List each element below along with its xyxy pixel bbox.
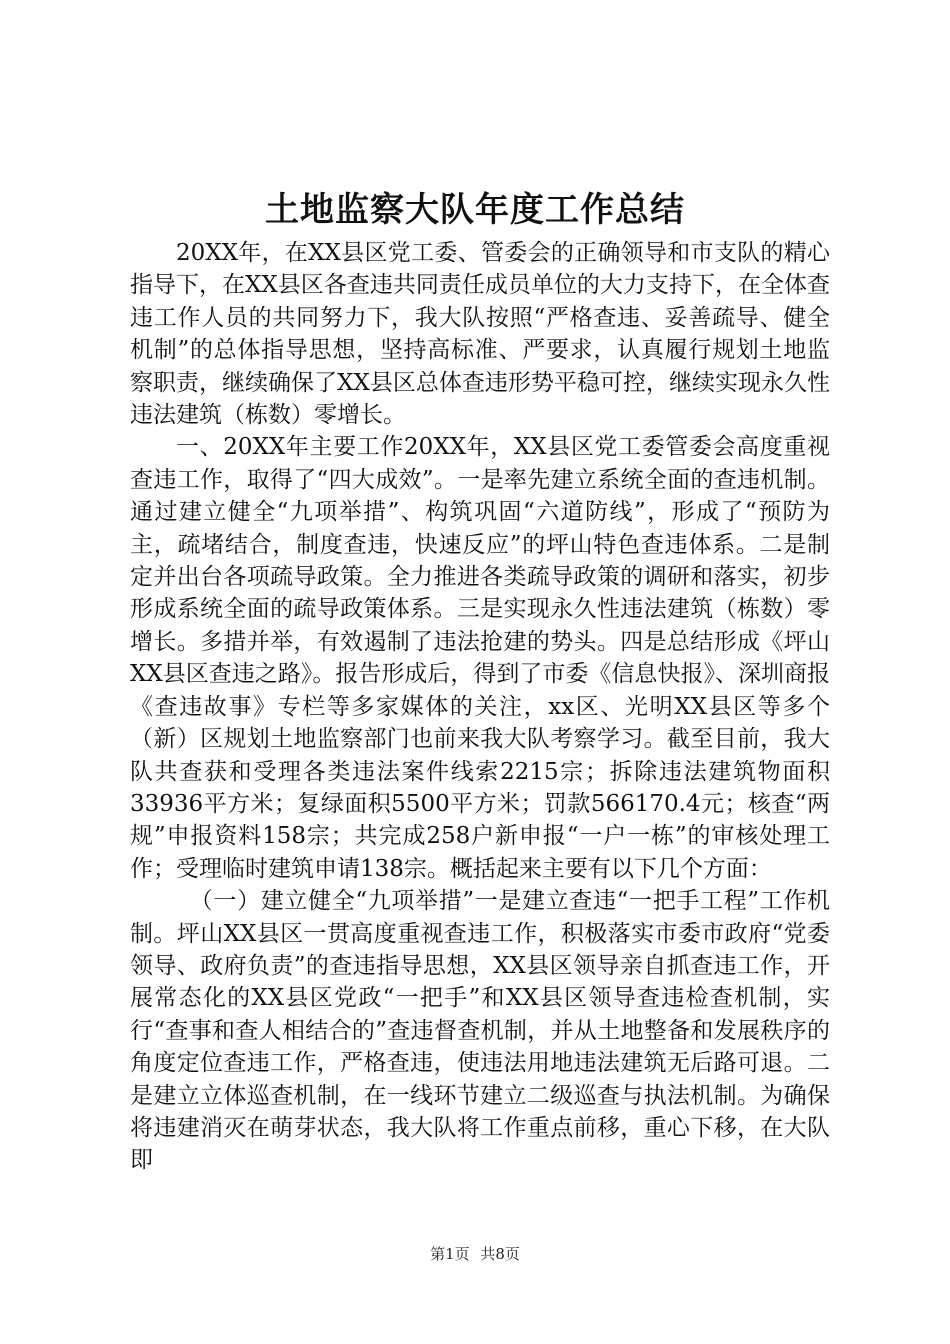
page-footer xyxy=(0,1244,950,1264)
document-title: 土地监察大队年度工作总结 xyxy=(265,190,685,230)
page-number: 第1页 xyxy=(430,1245,470,1263)
page-total: 共8页 xyxy=(480,1245,520,1263)
paragraph-section-one: 一、20XX年主要工作20XX年，XX县区党工委管委会高度重视查违工作，取得了“四大成效”。一是率先建立系统全面的查违机制。通过建立健全“九项举措”、构筑巩固“六道防线”，形成了“预防为主，疏堵结合，制度查违，快速反应”的坪山特色查违体系。二是制定并出台各项疏导政策。全力推进各类疏导政策的调研和落实，初步形成系统全面的疏导政策体系。三是实现永久性违法建筑（栋数）零增长。多措并举，有效遏制了违法抢建的势头。四是总结形成《坪山XX县区查违之路》。报告形成后，得到了市委《信息快报》、深圳商报《查违故事》专栏等多家媒体的关注，xx区、光明XX县区等多个（新）区规划土地监察部门也前来我大队考察学习。截至目前，我大队共查获和受理各类违法案件线索2215宗；拆除违法建筑物面积33936平方米；复绿面积5500平方米；罚款566170.4元；核查“两规”申报资料158宗；共完成258户新申报“一户一栋”的审核处理工作；受理临时建筑申请138宗。概括起来主要有以下几个方面： xyxy=(130,434,830,882)
document-body xyxy=(130,237,830,1177)
paragraph-intro: 20XX年，在XX县区党工委、管委会的正确领导和市支队的精心指导下，在XX县区各查违共同责任成员单位的大力支持下，在全体查违工作人员的共同努力下，我大队按照“严格查违、妥善疏导、健全机制”的总体指导思想，坚持高标准、严要求，认真履行规划土地监察职责，继续确保了XX县区总体查违形势平稳可控，继续实现永久性违法建筑（栋数）零增长。 xyxy=(130,240,830,429)
paragraph-subsection-one: （一）建立健全“九项举措”一是建立查违“一把手工程”工作机制。坪山XX县区一贯高度重视查违工作，积极落实市委市政府“党委领导、政府负责”的查违指导思想，XX县区领导亲自抓查违工作，开展常态化的XX县区党政“一把手”和XX县区领导查违检查机制，实行“查事和查人相结合的”查违督查机制，并从土地整备和发展秩序的角度定位查违工作，严格查违，使违法用地违法建筑无后路可退。二是建立立体巡查机制，在一线环节建立二级巡查与执法机制。为确保将违建消灭在萌芽状态，我大队将工作重点前移，重心下移，在大队即 xyxy=(130,888,830,1174)
